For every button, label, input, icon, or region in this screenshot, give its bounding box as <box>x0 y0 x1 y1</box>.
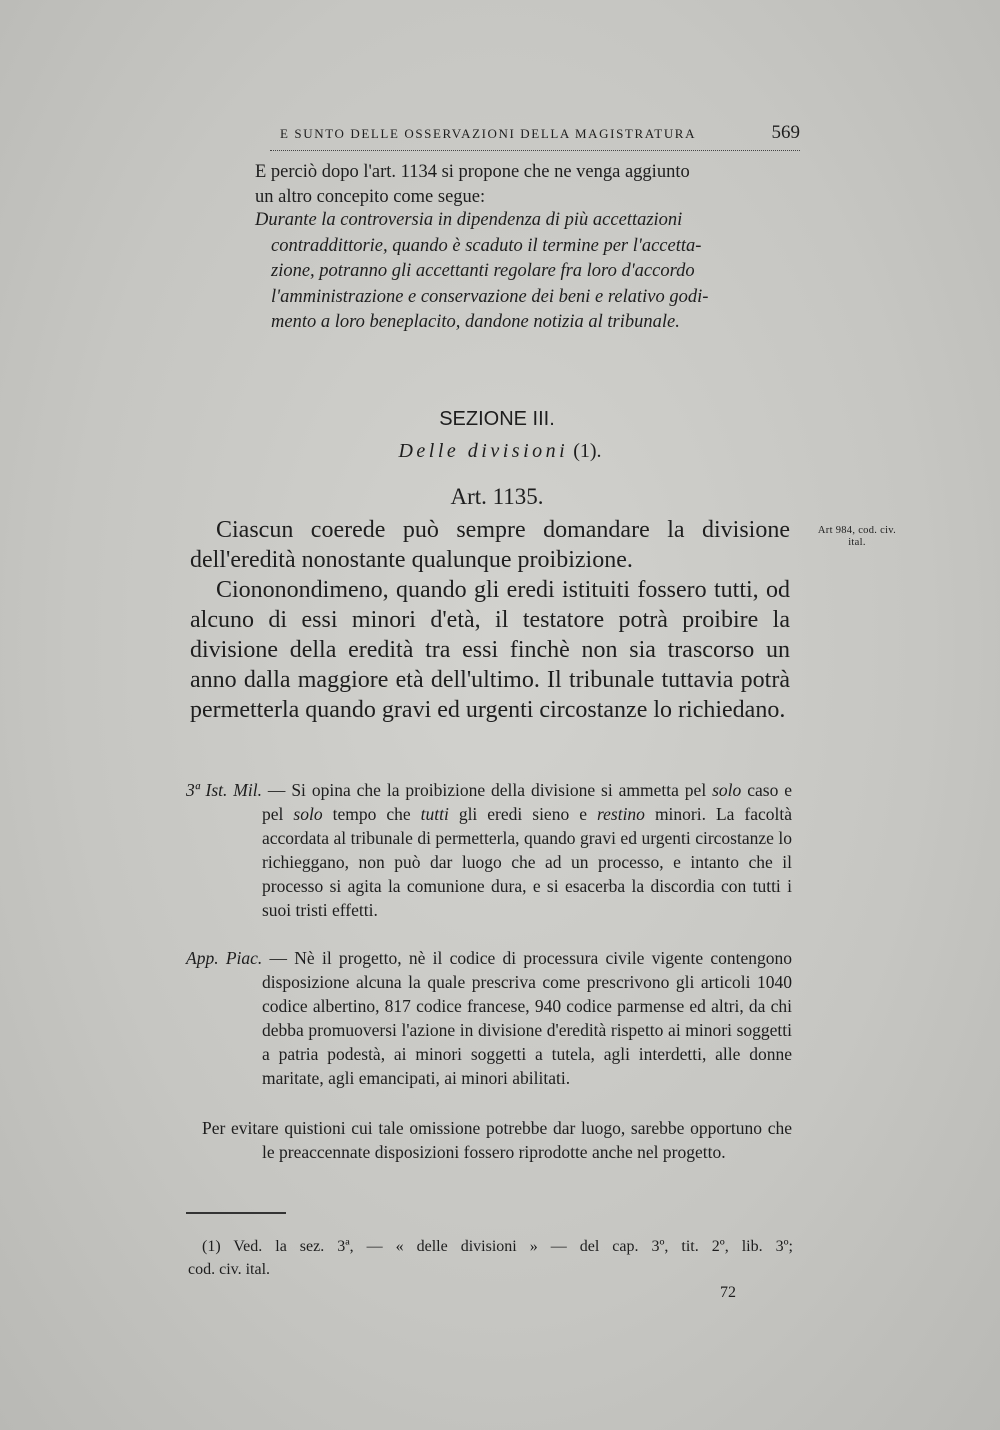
section-label: SEZIONE III. <box>439 408 555 430</box>
margin-note-line: Art 984, cod. civ. <box>817 525 897 536</box>
article-title: Art. 1135. <box>450 484 544 509</box>
observation-emphasis: solo <box>712 780 742 800</box>
observation-app-piac <box>186 946 792 1090</box>
observation-segment: gli eredi sieno e <box>458 804 587 824</box>
section-heading <box>0 408 1000 431</box>
observation-continuation <box>186 1116 792 1164</box>
observation-text: Per evitare quistioni cui tale omissione potrebbe dar luogo, sarebbe opportuno che le preaccennate disposizioni fossero riprodotte anche nel progetto. <box>202 1118 792 1162</box>
observation-segment: Nè il progetto, nè il codice di processura civile vigente contengono disposizione alcuna la quale prescriva come prescrivono gli articoli 1040 codice albertino, 817 codice francese, 940 codice parmense ed altri, da chi debba promuoversi l'azione in divisione d'eredità rispetto ai minori soggetti a patria podestà, ai minori soggetti a tutela, agli interdetti, alle donne maritate, agli emancipati, ai minori abilitati. <box>262 948 793 1088</box>
proposed-text-line: mento a loro beneplacito, dandone notizia al tribunale. <box>271 312 680 332</box>
observation-emphasis: solo <box>293 804 323 824</box>
observation-segment: minori. La facoltà accordata al tribunale di permetterla, quando gravi ed urgenti circostanze lo richieggano, non può dar luogo che ad un processo, e intanto che il processo si agita la comunione dura, e si esacerba la discordia con tutti i suoi tristi effetti. <box>262 804 793 920</box>
section-title: Delle divisioni <box>398 440 569 462</box>
observation-source: 3ª Ist. Mil. <box>186 780 262 800</box>
section-subtitle <box>0 440 1000 463</box>
observation-emphasis: restino <box>596 804 645 824</box>
article-body <box>190 515 790 725</box>
observation-text <box>186 778 792 922</box>
observation-dash: — <box>267 780 286 800</box>
footnote-rule <box>186 1212 286 1214</box>
proposed-text-line: Durante la controversia in dipendenza di più accettazioni <box>255 210 683 230</box>
observation-ist-mil <box>186 778 792 922</box>
footnote-line: (1) Ved. la sez. 3ª, — « delle divisioni » — del cap. 3º, tit. 2º, lib. 3º; <box>202 1238 793 1255</box>
section-footnote-ref: (1). <box>573 440 602 462</box>
footnote <box>188 1235 793 1281</box>
observation-source: App. Piac. <box>186 948 263 968</box>
proposed-text-line: contraddittorie, quando è scaduto il termine per l'accetta- <box>271 235 702 256</box>
observation-emphasis: tutti <box>420 804 449 824</box>
article-paragraph: Ciononondimeno, quando gli eredi istituiti fossero tutti, od alcuno di essi minori d'età, il testatore potrà proibire la divisione della eredità tra essi finchè non sia trascorso un anno dalla maggiore età dell'ultimo. Il tribunale tuttavia potrà permetterla quando gravi ed urgenti circostanze lo richiedano. <box>190 577 790 723</box>
signature-mark: 72 <box>720 1284 736 1301</box>
observation-segment: caso e pel <box>262 780 793 824</box>
observation-dash: — <box>269 948 288 968</box>
proposal-intro-line: E perciò dopo l'art. 1134 si propone che ne venga aggiunto <box>255 162 690 182</box>
proposal-intro <box>255 160 800 210</box>
observation-segment: Si opina che la proibizione della divisione si ammetta pel <box>291 780 707 800</box>
running-title: E SUNTO DELLE OSSERVAZIONI DELLA MAGISTRATURA <box>280 126 697 141</box>
footnote-line: cod. civ. ital. <box>188 1261 271 1278</box>
margin-note-line: ital. <box>848 537 866 548</box>
proposed-article-text <box>255 208 800 336</box>
observation-segment: tempo che <box>332 804 411 824</box>
proposal-intro-line: un altro concepito come segue: <box>255 187 486 207</box>
article-paragraph: Ciascun coerede può sempre domandare la divisione dell'eredità nonostante qualunque proibizione. <box>190 517 790 573</box>
page-number: 569 <box>771 122 800 143</box>
margin-note <box>802 525 912 549</box>
proposed-text-line: zione, potranno gli accettanti regolare fra loro d'accordo <box>271 261 695 281</box>
running-head <box>270 120 800 151</box>
observation-text <box>186 946 792 1090</box>
proposed-text-line: l'amministrazione e conservazione dei beni e relativo godi- <box>271 286 709 307</box>
